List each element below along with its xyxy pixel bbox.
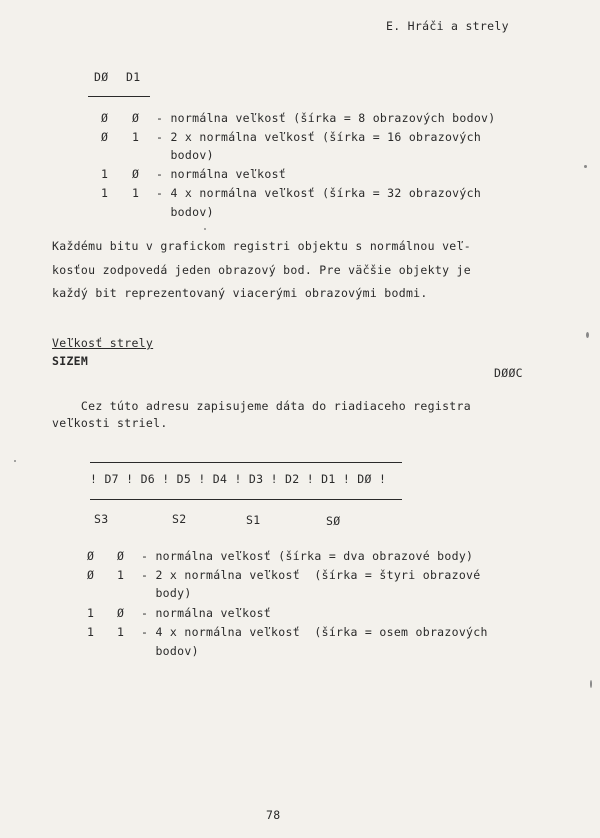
chapter-header: E. Hráči a strely: [386, 19, 509, 33]
page-number: 78: [266, 808, 281, 822]
paragraph1-line1: Každému bitu v grafickom registri objektu s normálnou veľ-: [52, 239, 471, 253]
register-group-s1: S1: [246, 513, 261, 527]
register-bottom-rule: [90, 499, 402, 500]
table2-row2-b1: 1: [117, 568, 125, 582]
scan-speck: [204, 228, 206, 230]
table2-row4-b0: 1: [87, 625, 95, 639]
table1-row4-text: - 4 x normálna veľkosť (šírka = 32 obrazových: [156, 186, 482, 200]
table2-row1-b0: Ø: [87, 549, 95, 563]
table2-row3-b1: Ø: [117, 606, 125, 620]
table1-row3-d1: Ø: [132, 167, 140, 181]
table2-row4-text-cont: bodov): [141, 644, 199, 658]
scan-speck: [584, 165, 587, 168]
table2-row1-text: - normálna veľkosť (šírka = dva obrazové body): [141, 549, 474, 563]
paragraph2-line2: veľkosti striel.: [52, 416, 168, 430]
table2-row3-b0: 1: [87, 606, 95, 620]
table1-row2-d0: Ø: [101, 130, 109, 144]
section-title: Veľkosť strely: [52, 336, 154, 350]
table1-row1-d0: Ø: [101, 111, 109, 125]
table2-row4-text: - 4 x normálna veľkosť (šírka = osem obrazových: [141, 625, 488, 639]
register-group-s0: SØ: [326, 514, 341, 528]
scan-speck: [586, 332, 589, 338]
table2-row4-b1: 1: [117, 625, 125, 639]
table1-header-rule: [88, 96, 150, 97]
register-top-rule: [90, 462, 402, 463]
table1-row4-d1: 1: [132, 186, 140, 200]
table2-row2-b0: Ø: [87, 568, 95, 582]
scan-speck: [14, 460, 16, 462]
table2-row1-b1: Ø: [117, 549, 125, 563]
table1-row3-text: - normálna veľkosť: [156, 167, 287, 181]
table1-row2-text-cont: bodov): [156, 148, 214, 162]
register-group-s3: S3: [94, 512, 109, 526]
table1-row1-text: - normálna veľkosť (šírka = 8 obrazových bodov): [156, 111, 496, 125]
paragraph1-line2: kosťou zodpovedá jeden obrazový bod. Pre väčšie objekty je: [52, 263, 471, 277]
table1-header-d0: DØ: [94, 70, 109, 84]
table2-row2-text: - 2 x normálna veľkosť (šírka = štyri obrazové: [141, 568, 481, 582]
table1-row4-text-cont: bodov): [156, 205, 214, 219]
table1-row2-d1: 1: [132, 130, 140, 144]
paragraph1-line3: každý bit reprezentovaný viacerými obrazovými bodmi.: [52, 286, 428, 300]
paragraph2-line1: Cez túto adresu zapisujeme dáta do riadiaceho registra: [52, 399, 471, 413]
register-name: SIZEM: [52, 354, 89, 368]
table1-row3-d0: 1: [101, 167, 109, 181]
table2-row2-text-cont: body): [141, 586, 192, 600]
register-address: DØØC: [494, 366, 523, 380]
table1-header-d1: D1: [126, 70, 141, 84]
register-group-s2: S2: [172, 512, 187, 526]
register-bits: ! D7 ! D6 ! D5 ! D4 ! D3 ! D2 ! D1 ! DØ !: [90, 472, 387, 486]
scan-speck: [590, 680, 592, 688]
table1-row4-d0: 1: [101, 186, 109, 200]
table2-row3-text: - normálna veľkosť: [141, 606, 272, 620]
table1-row1-d1: Ø: [132, 111, 140, 125]
table1-row2-text: - 2 x normálna veľkosť (šírka = 16 obrazových: [156, 130, 482, 144]
